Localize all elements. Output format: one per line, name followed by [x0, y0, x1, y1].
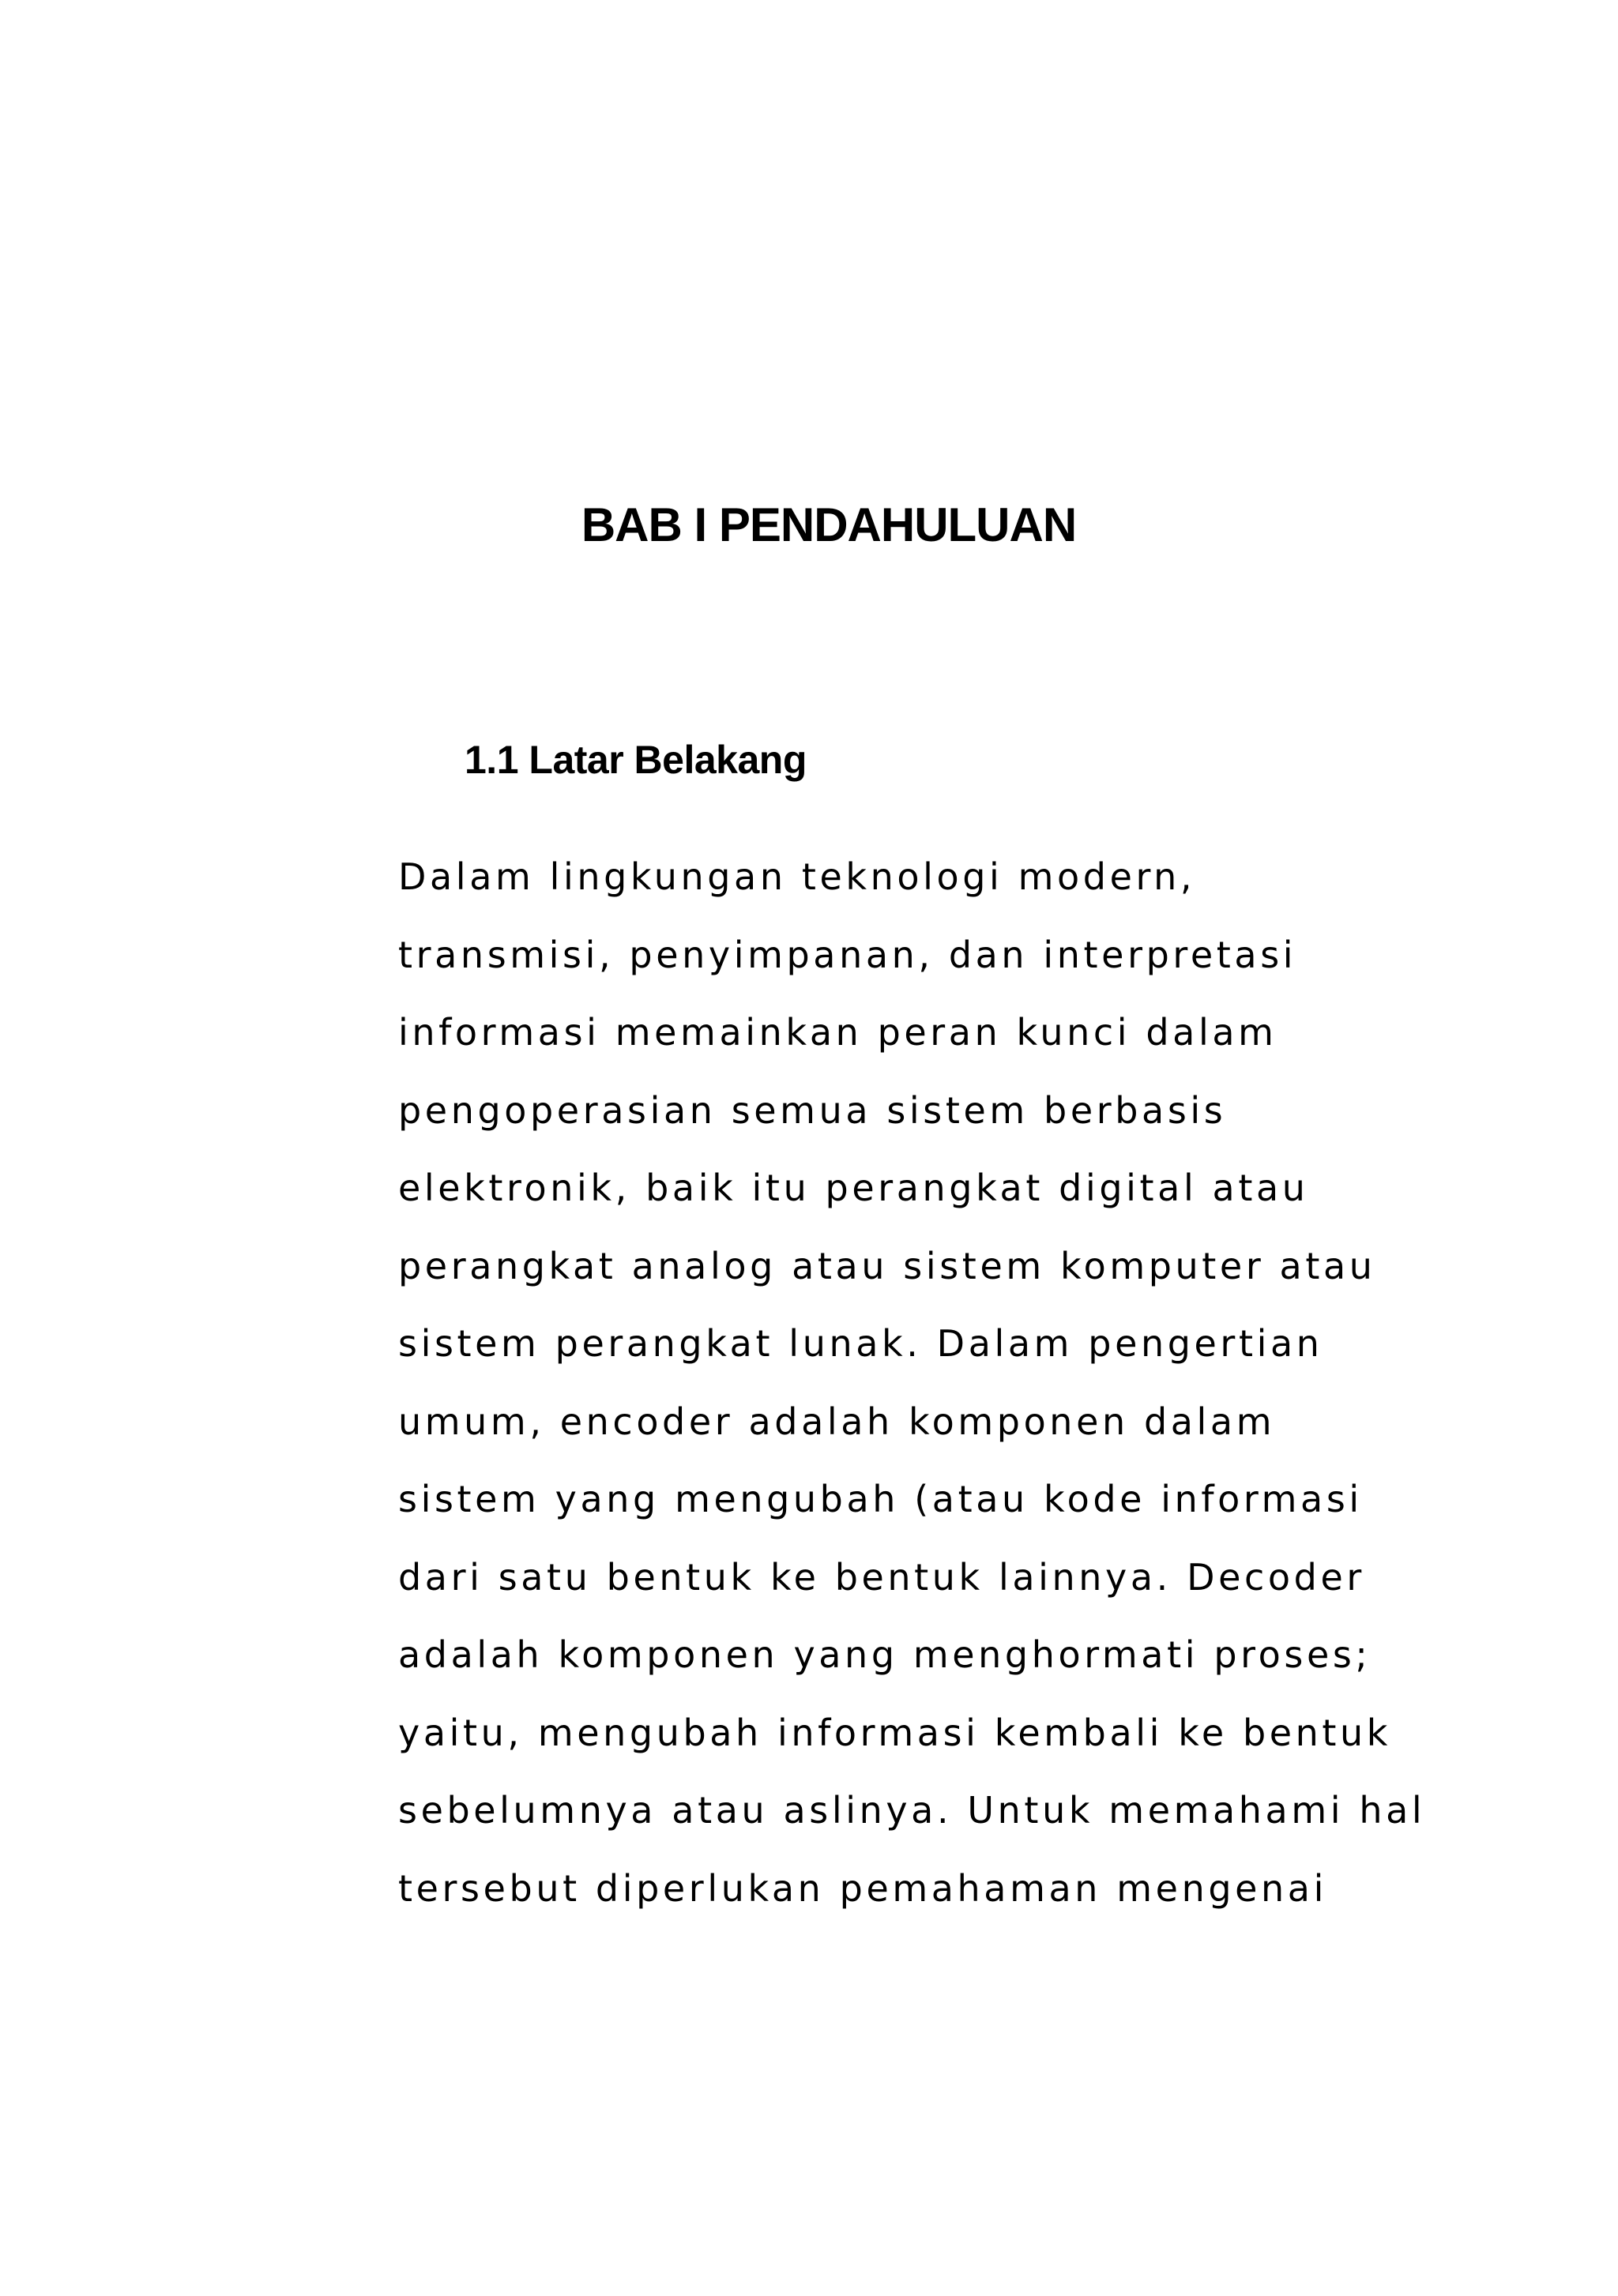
paragraph-line: adalah komponen yang menghormati proses;	[398, 1633, 1372, 1676]
chapter-title: BAB I PENDAHULUAN	[581, 498, 1077, 551]
paragraph-line: umum, encoder adalah komponen dalam	[398, 1400, 1276, 1443]
paragraph-line: elektronik, baik itu perangkat digital atau	[398, 1167, 1309, 1209]
paragraph-line: dari satu bentuk ke bentuk lainnya. Decoder	[398, 1555, 1365, 1599]
paragraph-line: transmisi, penyimpanan, dan interpretasi	[398, 933, 1297, 976]
paragraph-line: informasi memainkan peran kunci dalam	[398, 1011, 1277, 1054]
paragraph-line: tersebut diperlukan pemahaman mengenai	[398, 1866, 1327, 1910]
section-heading: 1.1 Latar Belakang	[465, 738, 807, 782]
paragraph-line: sistem perangkat lunak. Dalam pengertian	[398, 1322, 1323, 1365]
paragraph-line: Dalam lingkungan teknologi modern,	[398, 855, 1196, 898]
body-paragraph	[398, 847, 1425, 1936]
paragraph-line: yaitu, mengubah informasi kembali ke bentuk	[398, 1711, 1392, 1754]
paragraph-line: sebelumnya atau aslinya. Untuk memahami hal	[398, 1789, 1426, 1832]
paragraph-line: sistem yang mengubah (atau kode informasi	[398, 1478, 1363, 1520]
paragraph-line: perangkat analog atau sistem komputer atau	[398, 1244, 1376, 1287]
paragraph-line: pengoperasian semua sistem berbasis	[398, 1088, 1227, 1132]
